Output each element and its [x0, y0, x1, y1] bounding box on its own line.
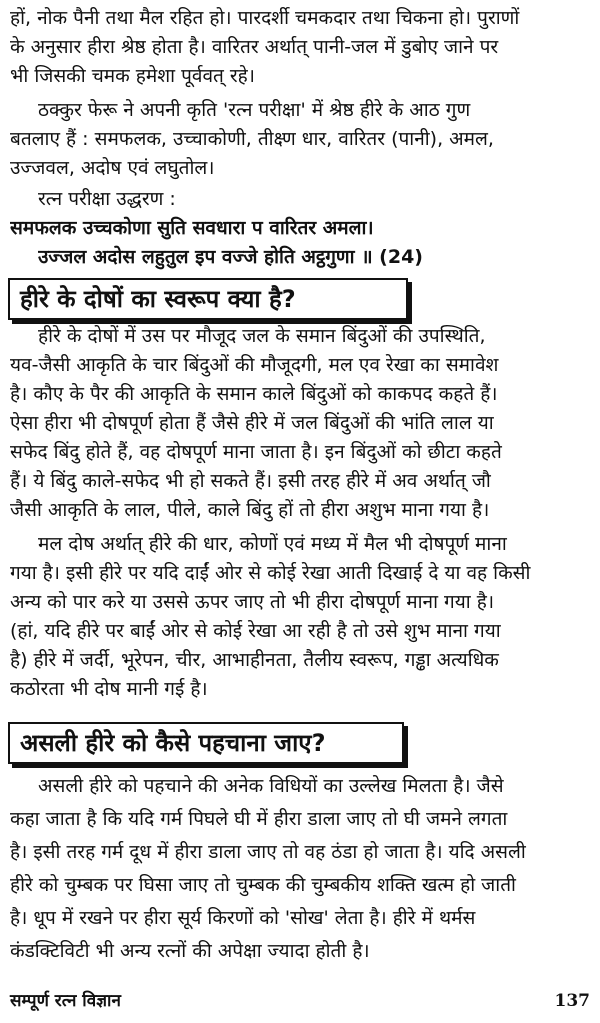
text-line: उज्जवल, अदोष एवं लघुतोल।	[10, 157, 215, 179]
text-line: असली हीरे को पहचाने की अनेक विधियों का उल्लेख मिलता है। जैसे	[38, 775, 504, 797]
text-line: मल दोष अर्थात् हीरे की धार, कोणों एवं मध्य में मैल भी दोषपूर्ण माना	[38, 533, 507, 555]
text-line: हीरे को चुम्बक पर घिसा जाए तो चुम्बक की चुम्बकीय शक्ति खत्म हो जाती	[10, 874, 516, 896]
text-line: जैसी आकृति के लाल, पीले, काले बिंदु हों तो हीरा अशुभ माना गया है।	[10, 499, 490, 521]
text-line: कंडक्टिविटी भी अन्य रत्नों की अपेक्षा ज्यादा होती है।	[10, 940, 370, 962]
text-line: है) हीरे में जर्दी, भूरेपन, चीर, आभाहीनता, तैलीय स्वरूप, गड्ढा अत्यधिक	[10, 649, 499, 671]
text-line: गया है। इसी हीरे पर यदि दाईं ओर से कोई रेखा आती दिखाई दे या वह किसी	[10, 562, 531, 584]
text-line: सफेद बिंदु होते हैं, वह दोषपूर्ण माना जाता है। इन बिंदुओं को छीटा कहते	[10, 441, 502, 463]
page-number: 137	[554, 991, 590, 1011]
verse-line: उज्जल अदोस लहुतुल इप वज्जे होति अट्ठगुणा ॥ (24)	[38, 246, 423, 268]
text-line: ठक्कुर फेरू ने अपनी कृति 'रत्न परीक्षा' में श्रेष्ठ हीरे के आठ गुण	[38, 99, 471, 121]
text-line: हैं। ये बिंदु काले-सफेद भी हो सकते हैं। इसी तरह हीरे में अव अर्थात् जौ	[10, 470, 491, 492]
text-line: कहा जाता है कि यदि गर्म पिघले घी में हीरा डाला जाए तो घी जमने लगता	[10, 808, 508, 830]
text-line: है। इसी तरह गर्म दूध में हीरा डाला जाए तो वह ठंडा हो जाता है। यदि असली	[10, 841, 526, 863]
book-title: सम्पूर्ण रत्न विज्ञान	[10, 991, 121, 1011]
text-line: रत्न परीक्षा उद्धरण :	[38, 188, 176, 210]
section-heading: असली हीरे को कैसे पहचाना जाए?	[8, 722, 404, 764]
verse-line: समफलक उच्चकोणा सुति सवधारा प वारितर अमला।	[10, 217, 374, 239]
section-heading: हीरे के दोषों का स्वरूप क्या है?	[8, 278, 408, 320]
text-line: (हां, यदि हीरे पर बाईं ओर से कोई रेखा आ रही है तो उसे शुभ माना गया	[10, 620, 501, 642]
text-line: के अनुसार हीरा श्रेष्ठ होता है। वारितर अर्थात् पानी-जल में डुबोए जाने पर	[10, 36, 499, 58]
text-line: ऐसा हीरा भी दोषपूर्ण होता हैं जैसे हीरे में जल बिंदुओं की भांति लाल या	[10, 412, 494, 434]
text-line: हों, नोक पैनी तथा मैल रहित हो। पारदर्शी चमकदार तथा चिकना हो। पुराणों	[10, 7, 520, 29]
text-line: हीरे के दोषों में उस पर मौजूद जल के समान बिंदुओं की उपस्थिति,	[38, 325, 486, 347]
text-line: यव-जैसी आकृति के चार बिंदुओं की मौजूदगी, मल एव रेखा का समावेश	[10, 354, 499, 376]
text-line: है। कौए के पैर की आकृति के समान काले बिंदुओं को काकपद कहते हैं।	[10, 383, 498, 405]
text-line: कठोरता भी दोष मानी गई है।	[10, 678, 208, 700]
text-line: है। धूप में रखने पर हीरा सूर्य किरणों को 'सोख' लेता है। हीरे में थर्मस	[10, 907, 476, 929]
text-line: बतलाए हैं : समफलक, उच्चाकोणी, तीक्ष्ण धार, वारितर (पानी), अमल,	[10, 128, 494, 150]
text-line: अन्य को पार करे या उससे ऊपर जाए तो भी हीरा दोषपूर्ण माना गया है।	[10, 591, 495, 613]
text-line: भी जिसकी चमक हमेशा पूर्ववत् रहे।	[10, 65, 255, 87]
